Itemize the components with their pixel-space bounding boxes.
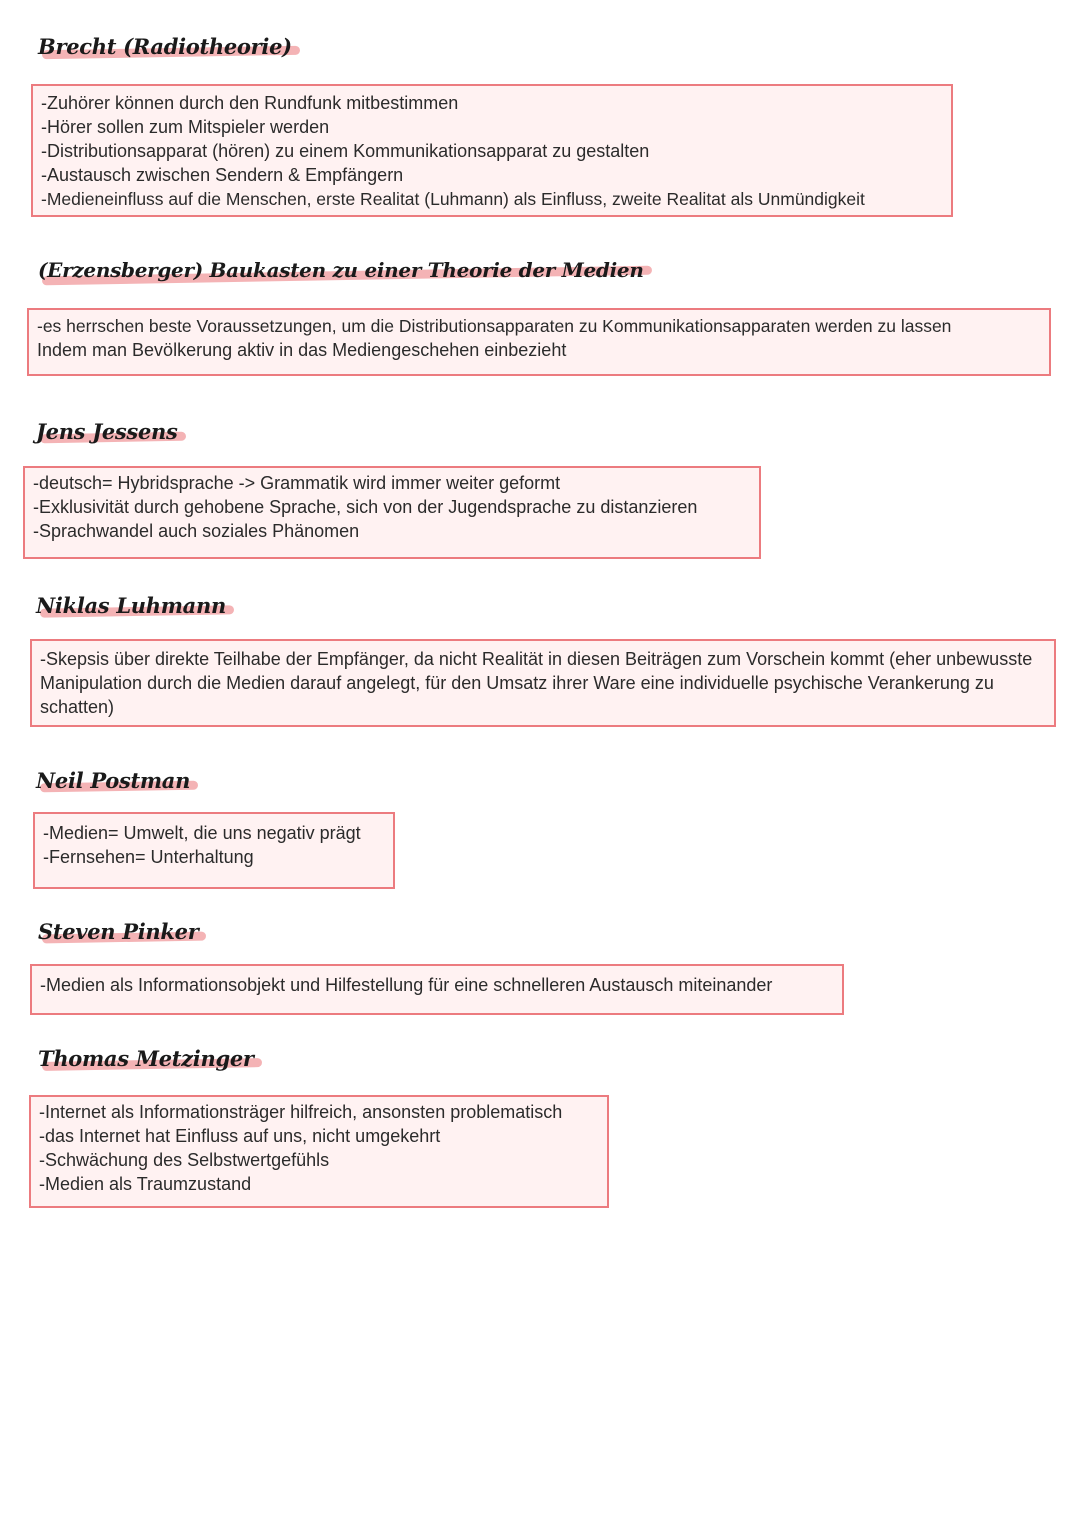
note-line: -Hörer sollen zum Mitspieler werden [41,117,330,137]
note-line: -deutsch= Hybridsprache -> Grammatik wird immer weiter geformt [33,473,561,493]
notes-box-metzinger [29,1095,609,1208]
notes-box-pinker [30,964,844,1015]
notes-box-jessens [23,466,761,559]
note-line: -das Internet hat Einfluss auf uns, nicht umgekehrt [39,1126,441,1146]
note-line: -Internet als Informationsträger hilfreich, ansonsten problematisch [39,1102,563,1122]
note-line: -es herrschen beste Voraussetzungen, um die Distributionsapparaten zu Kommunikationsapparaten werden zu lassen [37,316,952,336]
note-line: -Schwächung des Selbstwertgefühls [39,1150,330,1170]
section-heading-brecht: Brecht (Radiotheorie) [38,34,292,59]
note-line: -Fernsehen= Unterhaltung [43,847,254,867]
note-line: -Medien als Informationsobjekt und Hilfestellung für eine schnelleren Austausch miteinander [40,975,773,995]
notes-box-postman [33,812,395,889]
note-line: Indem man Bevölkerung aktiv in das Mediengeschehen einbezieht [37,340,567,360]
note-line: -Medieneinfluss auf die Menschen, erste Realitat (Luhmann) als Einfluss, zweite Realitat als Unmündigkeit [41,189,865,209]
note-line: -Exklusivität durch gehobene Sprache, sich von der Jugendsprache zu distanzieren [33,497,698,517]
note-line: -Zuhörer können durch den Rundfunk mitbestimmen [41,93,459,113]
note-line: -Austausch zwischen Sendern & Empfängern [41,165,404,185]
section-heading-metzinger: Thomas Metzinger [38,1046,254,1071]
section-heading-jessens: Jens Jessens [36,419,178,444]
note-line: -Sprachwandel auch soziales Phänomen [33,521,360,541]
section-heading-luhmann: Niklas Luhmann [36,593,226,618]
note-line: -Medien= Umwelt, die uns negativ prägt [43,823,361,843]
note-line: -Distributionsapparat (hören) zu einem Kommunikationsapparat zu gestalten [41,141,650,161]
note-paragraph: -Skepsis über direkte Teilhabe der Empfänger, da nicht Realität in diesen Beiträgen zum Vorschein kommt (eher unbewusste Manipulation durch die Medien darauf angelegt, für den Umsatz ihrer Ware eine individuelle psychische Verankerung zu schatten) [40,649,1033,717]
notes-box-luhmann [30,639,1056,727]
note-line: -Medien als Traumzustand [39,1174,252,1194]
notes-box-brecht [31,84,953,217]
section-heading-erzensberger: (Erzensberger) Baukasten zu einer Theorie der Medien [38,258,644,282]
notes-box-erzensberger [27,308,1051,376]
section-heading-pinker: Steven Pinker [38,919,198,944]
section-heading-postman: Neil Postman [36,768,190,793]
